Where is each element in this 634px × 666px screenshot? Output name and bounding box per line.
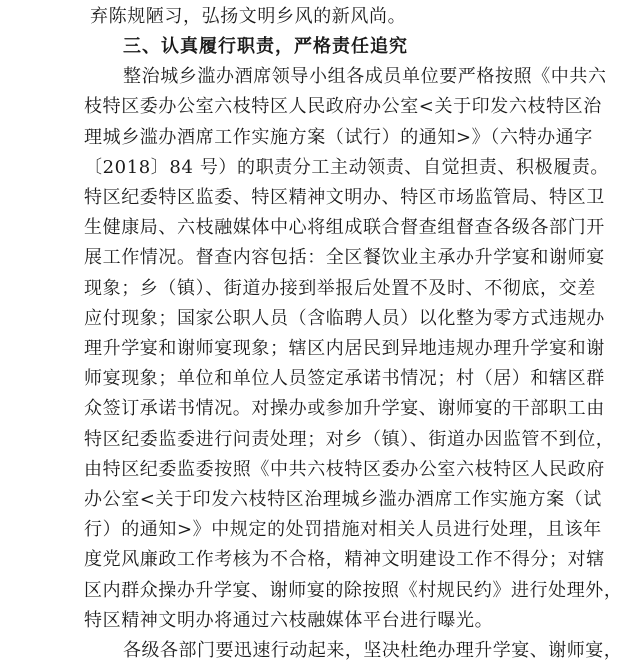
paragraph-line-14: 由特区纪委监委按照《中共六枝特区委办公室六枝特区人民政府	[84, 459, 605, 480]
text-line-1: 弃陈规陋习，弘扬文明乡风的新风尚。	[90, 6, 407, 27]
paragraph-line-19: 特区精神文明办将通过六枝融媒体平台进行曝光。	[84, 610, 494, 631]
paragraph-next-line-1: 各级各部门要迅速行动起来，坚决杜绝办理升学宴、谢师宴，	[123, 640, 623, 661]
paragraph-line-15: 办公室<关于印发六枝特区治理城乡滥办酒席工作实施方案（试	[84, 489, 602, 510]
paragraph-line-7: 展工作情况。督查内容包括：全区餐饮业主承办升学宴和谢师宴	[84, 247, 605, 268]
paragraph-line-16: 行）的通知>》中规定的处罚措施对相关人员进行处理，且该年	[84, 519, 602, 540]
paragraph-line-11: 师宴现象；单位和单位人员签定承诺书情况；村（居）和辖区群	[84, 368, 605, 389]
paragraph-line-18: 区内群众操办升学宴、谢师宴的除按照《村规民约》进行处理外，	[84, 580, 623, 601]
paragraph-line-6: 生健康局、六枝融媒体中心将组成联合督查组督查各级各部门开	[84, 217, 605, 238]
paragraph-line-5: 特区纪委特区监委、特区精神文明办、特区市场监管局、特区卫	[84, 187, 605, 208]
section-heading: 三、认真履行职责，严格责任追究	[123, 36, 408, 57]
paragraph-line-17: 度党风廉政工作考核为不合格，精神文明建设工作不得分；对辖	[84, 549, 605, 570]
paragraph-line-9: 应付现象；国家公职人员（含临聘人员）以化整为零方式违规办	[84, 308, 605, 329]
paragraph-line-4: 〔2018〕84 号）的职责分工主动领责、自觉担责、积极履责。	[84, 157, 610, 178]
paragraph-line-1: 整治城乡滥办酒席领导小组各成员单位要严格按照《中共六	[123, 66, 607, 87]
paragraph-line-2: 枝特区委办公室六枝特区人民政府办公室<关于印发六枝特区治	[84, 96, 602, 117]
paragraph-line-10: 理升学宴和谢师宴现象；辖区内居民到异地违规办理升学宴和谢	[84, 338, 605, 359]
paragraph-line-3: 理城乡滥办酒席工作实施方案（试行）的通知>》（六特办通字	[84, 127, 593, 148]
paragraph-line-13: 特区纪委监委进行问责处理；对乡（镇）、街道办因监管不到位，	[84, 429, 615, 450]
paragraph-line-12: 众签订承诺书情况。对操办或参加升学宴、谢师宴的干部职工由	[84, 398, 605, 419]
paragraph-line-8: 现象；乡（镇）、街道办接到举报后处置不及时、不彻底，交差	[84, 278, 596, 299]
